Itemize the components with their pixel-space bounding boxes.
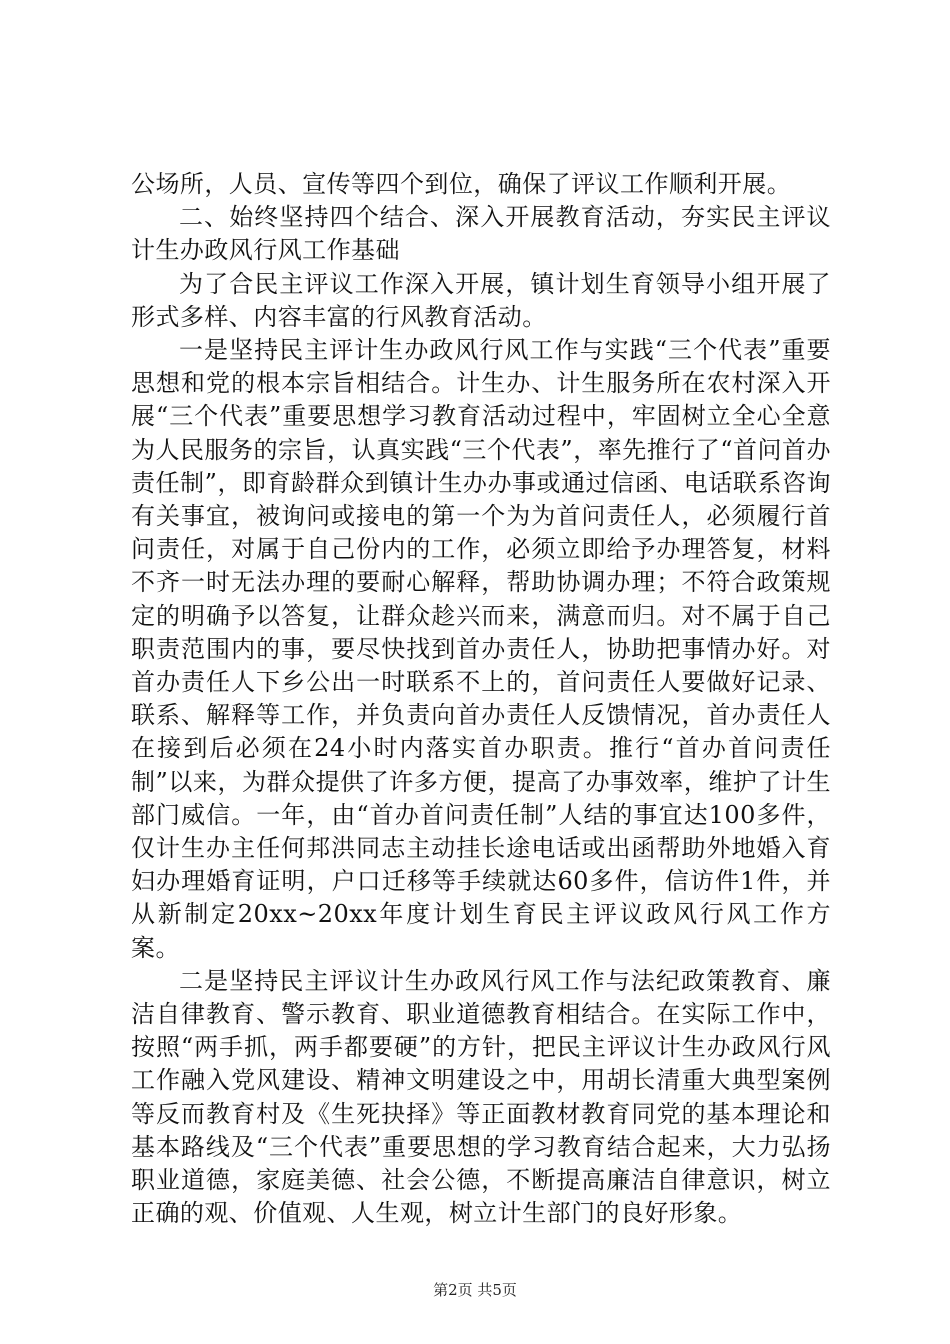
page-number-footer: 第2页 共5页 [433, 1281, 517, 1299]
paragraph-intro: 为了合民主评议工作深入开展，镇计划生育领导小组开展了形式多样、内容丰富的行风教育活动。 [131, 269, 831, 331]
section-heading: 二、始终坚持四个结合、深入开展教育活动，夯实民主评议计生办政风行风工作基础 [131, 203, 831, 265]
paragraph-point-two: 二是坚持民主评议计生办政风行风工作与法纪政策教育、廉洁自律教育、警示教育、职业道德教育相结合。在实际工作中，按照“两手抓，两手都要硬”的方针，把民主评议计生办政风行风工作融入党风建设、精神文明建设之中，用胡长清重大典型案例等反而教育村及《生死抉择》等正面教材教育同党的基本理论和基本路线及“三个代表”重要思想的学习教育结合起来，大力弘扬职业道德，家庭美德、社会公德，不断提高廉洁自律意识，树立正确的观、价值观、人生观，树立计生部门的良好形象。 [131, 966, 831, 1228]
paragraph-point-one: 一是坚持民主评计生办政风行风工作与实践“三个代表”重要思想和党的根本宗旨相结合。计生办、计生服务所在农村深入开展“三个代表”重要思想学习教育活动过程中，牢固树立全心全意为人民服务的宗旨，认真实践“三个代表”，率先推行了“首问首办责任制”，即育龄群众到镇计生办办事或通过信函、电话联系咨询有关事宜，被询问或接电的第一个为为首问责任人，必须履行首问责任，对属于自己份内的工作，必须立即给予办理答复，材料不齐一时无法办理的要耐心解释，帮助协调办理；不符合政策规定的明确予以答复，让群众趁兴而来，满意而归。对不属于自己职责范围内的事，要尽快找到首办责任人，协助把事情办好。对首办责任人下乡公出一时联系不上的，首问责任人要做好记录、联系、解释等工作，并负责向首办责任人反馈情况，首办责任人在接到后必须在24小时内落实首办职责。推行“首办首问责任制”以来，为群众提供了许多方便，提高了办事效率，维护了计生部门威信。一年，由“首办首问责任制”人结的事宜达100多件，仅计生办主任何邦洪同志主动挂长途电话或出函帮助外地婚入育妇办理婚育证明，户口迁移等手续就达60多件，信访件1件，并从新制定20xx~20xx年度计划生育民主评议政风行风工作方案。 [131, 336, 831, 962]
paragraph-continuation: 公场所，人员、宣传等四个到位，确保了评议工作顺利开展。 [131, 170, 792, 198]
document-body [131, 168, 831, 1231]
